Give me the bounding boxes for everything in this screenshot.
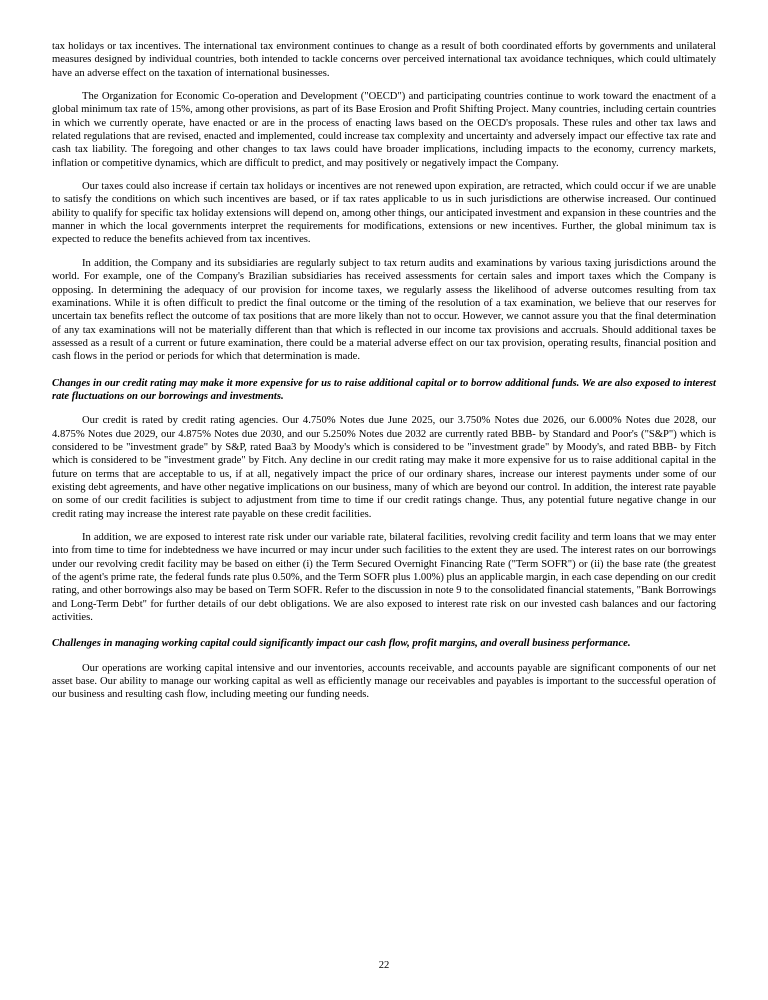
document-body bbox=[52, 40, 716, 702]
paragraph: Our credit is rated by credit rating agencies. Our 4.750% Notes due June 2025, our 3.750% Notes due 2026, our 6.000% Notes due 2028, our 4.875% Notes due 2029, our 4.875% Notes due 2030, and our 5.250% Notes due 2032 are currently rated BBB- by Standard and Poor's ("S&P") which is considered to be "investment grade" by S&P, rated Baa3 by Moody's which is considered to be "investment grade" by Moody's, and rated BBB- by Fitch which is considered to be "investment grade" by Fitch. Any decline in our credit rating may make it more expensive for us to raise additional capital in the future on terms that are acceptable to us, if at all, negatively impact the price of our ordinary shares, increase our interest payments under some of our existing debt agreements, and have other negative implications on our business, many of which are beyond our control. In addition, the interest rate payable on some of our credit facilities is subject to adjustment from time to time if our credit ratings change. Thus, any potential future negative change in our credit rating may increase the interest rate payable on these credit facilities. bbox=[52, 415, 716, 520]
paragraph-continuation: tax holidays or tax incentives. The international tax environment continues to change as a result of both coordinated efforts by governments and unilateral measures designed by individual countries, both intended to tackle concerns over perceived international tax avoidance techniques, which could ultimately have an adverse effect on the taxation of international businesses. bbox=[52, 41, 716, 79]
paragraph: The Organization for Economic Co-operation and Development ("OECD") and participating countries continue to work toward the enactment of a global minimum tax rate of 15%, among other provisions, as part of its Base Erosion and Profit Shifting Project. Many countries, including certain countries in which we currently operate, have enacted or are in the process of enacting laws based on the OECD's proposals. These rules and other tax laws and related regulations that are revised, enacted and implemented, could increase tax complexity and uncertainty and adversely impact our effective tax rate and cash tax liability. The foregoing and other changes to tax laws could have broader implications, including impacts to the economy, currency markets, inflation or competitive dynamics, which are difficult to predict, and may positively or negatively impact the Company. bbox=[52, 91, 716, 169]
risk-factor-heading-credit-rating: Changes in our credit rating may make it more expensive for us to raise additional capital or to borrow additional funds. We are also exposed to interest rate fluctuations on our borrowings and investments. bbox=[52, 377, 716, 402]
page-number: 22 bbox=[378, 960, 390, 971]
paragraph: Our taxes could also increase if certain tax holidays or incentives are not renewed upon expiration, are retracted, which could occur if we are unable to satisfy the conditions on which such incentives are based, or if tax rates applicable to us in such jurisdictions are otherwise increased. Our continued ability to qualify for specific tax holiday extensions will depend on, among other things, our anticipated investment and expansion in these countries and the manner in which the local governments interpret the requirements for modifications, extensions or new incentives. Further, the global minimum tax is expected to reduce the benefits achieved from tax incentives. bbox=[52, 181, 716, 246]
risk-factor-heading-working-capital: Challenges in managing working capital could significantly impact our cash flow, profit margins, and overall business performance. bbox=[52, 638, 631, 650]
paragraph: In addition, the Company and its subsidiaries are regularly subject to tax return audits and examinations by various taxing jurisdictions around the world. For example, one of the Company's Brazilian subsidiaries has received assessments for certain sales and import taxes which the Company is opposing. In determining the adequacy of our provision for income taxes, we regularly assess the likelihood of adverse outcomes resulting from tax examinations. While it is often difficult to predict the final outcome or the timing of the resolution of a tax examination, we believe that our reserves for uncertain tax benefits reflect the outcome of tax positions that are more likely than not to occur. However, we cannot assure you that the final determination of any tax examinations will not be materially different than that which is reflected in our income tax provisions and accruals. Should additional taxes be assessed as a result of a current or future examination, there could be a material adverse effect on our tax provision, operating results, financial position and cash flows in the period or periods for which that determination is made. bbox=[52, 257, 716, 363]
paragraph: In addition, we are exposed to interest rate risk under our variable rate, bilateral facilities, revolving credit facility and term loans that we may enter into from time to time for indebtedness we have incurred or may incur under such facilities to the extent they are used. The interest rates on our borrowings under our revolving credit facility may be based on either (i) the Term Secured Overnight Financing Rate ("Term SOFR") or (ii) the base rate (the greatest of the agent's prime rate, the federal funds rate plus 0.50%, and the Term SOFR plus 1.00%) plus an applicable margin, in each case depending on our credit rating, and other borrowings also may be based on Term SOFR. Refer to the discussion in note 9 to the consolidated financial statements, "Bank Borrowings and Long-Term Debt" for further details of our debt obligations. We are also exposed to interest rate risk on our invested cash balances and our factoring activities. bbox=[52, 532, 716, 624]
paragraph: Our operations are working capital intensive and our inventories, accounts receivable, and accounts payable are significant components of our net asset base. Our ability to manage our working capital as well as efficiently manage our receivables and payables is important to the successful operation of our business and resulting cash flow, including meeting our funding needs. bbox=[52, 662, 716, 701]
